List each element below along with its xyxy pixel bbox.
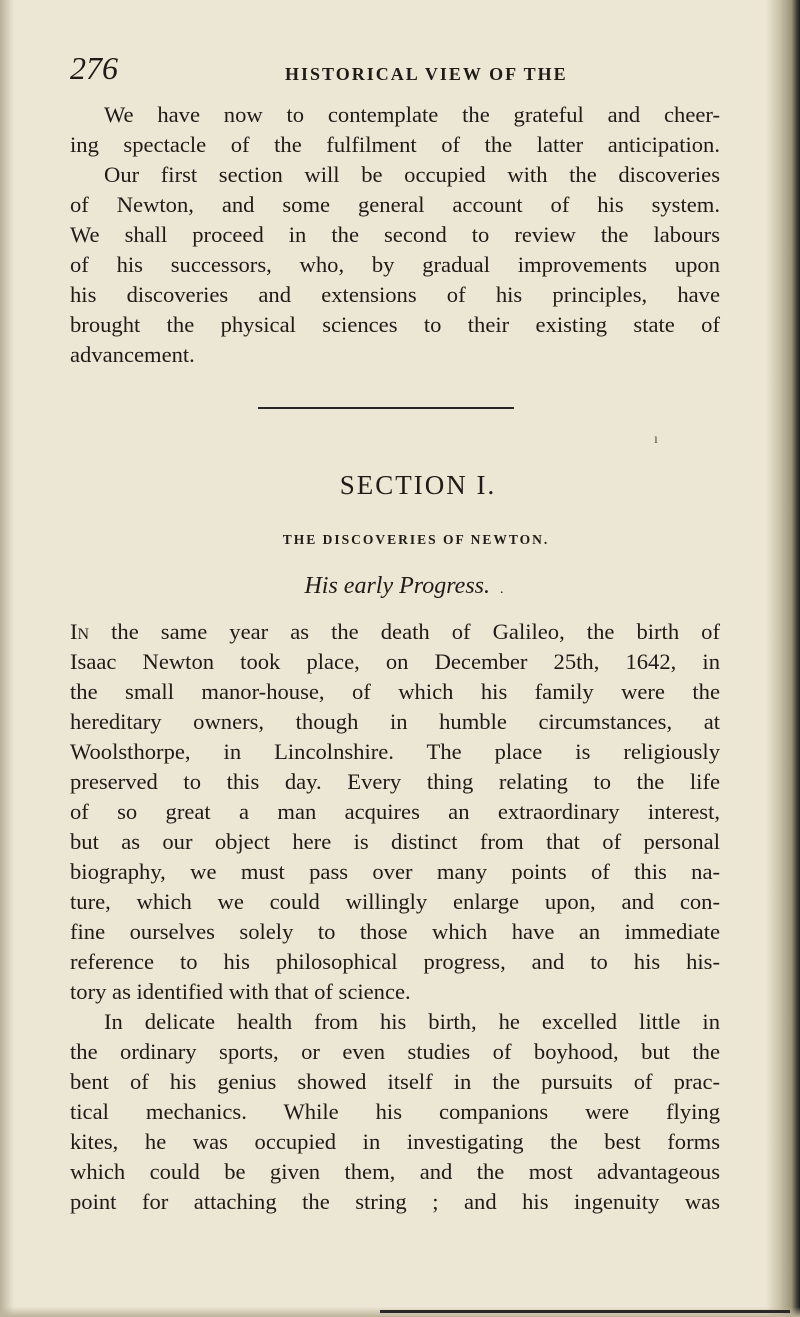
dropword: In [70, 619, 90, 644]
text-line: In delicate health from his birth, he excelled little in [104, 1009, 720, 1034]
text-line: tory as identified with that of science. [70, 979, 411, 1004]
text-line: but as our object here is distinct from that of personal [70, 829, 720, 854]
text-line: hereditary owners, though in humble circumstances, at [70, 709, 720, 734]
text-line: brought the physical sciences to their existing state of [70, 312, 720, 337]
page-edge-right [766, 0, 800, 1317]
page-header [70, 44, 710, 92]
text-line: the ordinary sports, or even studies of boyhood, but the [70, 1039, 720, 1064]
text-line: kites, he was occupied in investigating the best forms [70, 1129, 720, 1154]
section-subtitle: THE DISCOVERIES OF NEWTON. [282, 532, 550, 547]
sub-heading-mark: . [500, 582, 504, 597]
text-line: Isaac Newton took place, on December 25th, 1642, in [70, 649, 720, 674]
text-line: We shall proceed in the second to review the labours [70, 222, 720, 247]
page-number: 276 [70, 50, 118, 86]
text-line: ture, which we could willingly enlarge upon, and con- [70, 889, 720, 914]
text-line: point for attaching the string ; and his ingenuity was [70, 1189, 720, 1214]
sub-heading [4, 573, 800, 600]
section-title: SECTION I. [339, 470, 497, 500]
text-line [70, 617, 720, 647]
text-line: fine ourselves solely to those which have an immediate [70, 919, 720, 944]
text-line: ing spectacle of the fulfilment of the latter anticipation. [70, 132, 720, 157]
text-line: preserved to this day. Every thing relating to the life [70, 769, 720, 794]
intro-paragraph [70, 100, 720, 370]
body-text [70, 617, 720, 1217]
text-line: which could be given them, and the most advantageous [70, 1159, 720, 1184]
text-line: advancement. [70, 342, 195, 367]
page-edge-left [0, 0, 14, 1317]
text-line: We have now to contemplate the grateful and cheer- [104, 102, 720, 127]
first-line-rest: the same year as the death of Galileo, the birth of [89, 619, 720, 644]
text-line: biography, we must pass over many points of this na- [70, 859, 720, 884]
section-divider-rule [258, 407, 514, 409]
text-line: the small manor-house, of which his family were the [70, 679, 720, 704]
text-line: tical mechanics. While his companions were flying [70, 1099, 720, 1124]
sub-heading-text: His early Progress. [304, 573, 491, 599]
margin-tick-mark: ı [654, 432, 658, 447]
text-line: Woolsthorpe, in Lincolnshire. The place is religiously [70, 739, 720, 764]
text-line: of so great a man acquires an extraordinary interest, [70, 799, 720, 824]
text-line: bent of his genius showed itself in the pursuits of prac- [70, 1069, 720, 1094]
bottom-rule [380, 1310, 790, 1313]
text-line: his discoveries and extensions of his principles, have [70, 282, 720, 307]
text-line: reference to his philosophical progress, and to his his- [70, 949, 720, 974]
running-head: HISTORICAL VIEW OF THE [285, 64, 568, 84]
text-line: of Newton, and some general account of his system. [70, 192, 720, 217]
text-line: Our first section will be occupied with the discoveries [104, 162, 720, 187]
text-line: of his successors, who, by gradual improvements upon [70, 252, 720, 277]
